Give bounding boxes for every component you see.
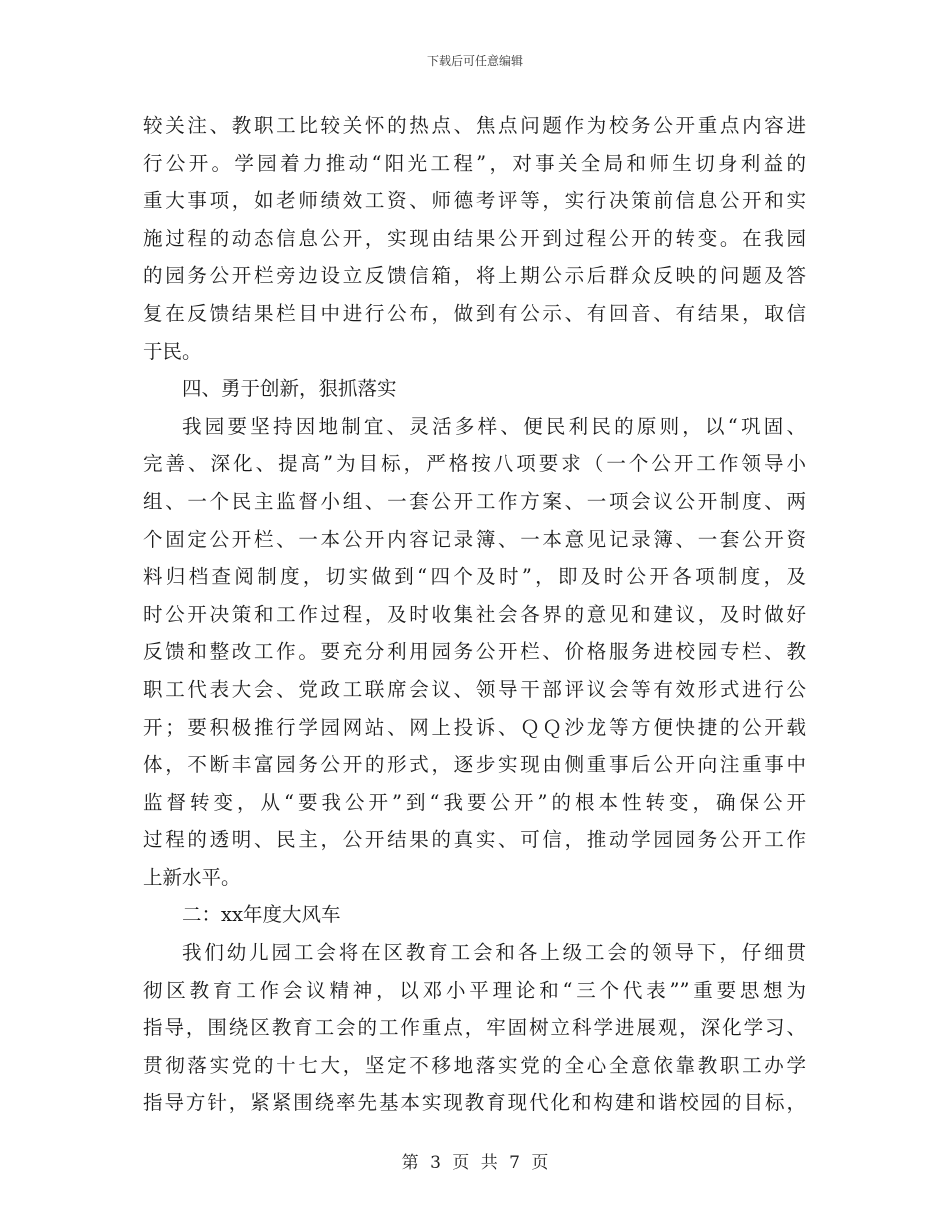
text-line: 反馈和整改工作。要充分利用园务公开栏、价格服务进校园专栏、教 (143, 640, 806, 664)
text-line: 时公开决策和工作过程，及时收集社会各界的意见和建议，及时做好 (143, 602, 806, 626)
text-line: 指导方针，紧紧围绕率先基本实现教育现代化和构建和谐校园的目标， (143, 1091, 806, 1115)
text-line: 职工代表大会、党政工联席会议、领导干部评议会等有效形式进行公 (143, 677, 806, 701)
text-line: 贯彻落实党的十七大，坚定不移地落实党的全心全意依靠教职工办学 (143, 1053, 806, 1077)
text-line: 二：xx年度大风车 (182, 903, 341, 927)
text-line: 开；要积极推行学园网站、网上投诉、ＱＱ沙龙等方便快捷的公开载 (143, 715, 806, 739)
text-line: 个固定公开栏、一本公开内容记录簿、一本意见记录簿、一套公开资 (143, 527, 806, 551)
text-line: 指导，围绕区教育工会的工作重点，牢固树立科学进展观，深化学习、 (143, 1016, 806, 1040)
text-line: 于民。 (143, 339, 202, 363)
text-line: 行公开。学园着力推动“阳光工程”，对事关全局和师生切身利益的 (143, 151, 806, 175)
text-line: 我们幼儿园工会将在区教育工会和各上级工会的领导下，仔细贯 (182, 941, 806, 965)
page-header-note: 下载后可任意编辑 (426, 54, 523, 68)
text-line: 重大事项，如老师绩效工资、师德考评等，实行决策前信息公开和实 (143, 189, 806, 213)
text-line: 监督转变，从“要我公开”到“我要公开”的根本性转变，确保公开 (143, 790, 806, 814)
document-body (143, 107, 806, 1122)
text-line: 体，不断丰富园务公开的形式，逐步实现由侧重事后公开向注重事中 (143, 753, 806, 777)
text-line: 的园务公开栏旁边设立反馈信箱，将上期公示后群众反映的问题及答 (143, 264, 806, 288)
text-line: 过程的透明、民主，公开结果的真实、可信，推动学园园务公开工作 (143, 828, 806, 852)
text-line: 我园要坚持因地制宜、灵活多样、便民利民的原则，以“巩固、 (182, 414, 806, 438)
text-line: 较关注、教职工比较关怀的热点、焦点问题作为校务公开重点内容进 (143, 114, 806, 137)
text-line: 四、勇于创新，狠抓落实 (182, 377, 397, 401)
page-number: 第 3 页 共 7 页 (401, 1153, 549, 1173)
text-line: 彻区教育工作会议精神，以邓小平理论和“三个代表””重要思想为 (143, 978, 806, 1002)
text-line: 复在反馈结果栏目中进行公布，做到有公示、有回音、有结果，取信 (143, 301, 806, 325)
text-line: 完善、深化、提高”为目标，严格按八项要求（一个公开工作领导小 (143, 452, 806, 476)
text-line: 上新水平。 (143, 865, 241, 889)
text-line: 组、一个民主监督小组、一套公开工作方案、一项会议公开制度、两 (143, 489, 806, 513)
text-line: 料归档查阅制度，切实做到“四个及时”，即及时公开各项制度，及 (143, 565, 806, 589)
text-line: 施过程的动态信息公开，实现由结果公开到过程公开的转变。在我园 (143, 226, 806, 250)
